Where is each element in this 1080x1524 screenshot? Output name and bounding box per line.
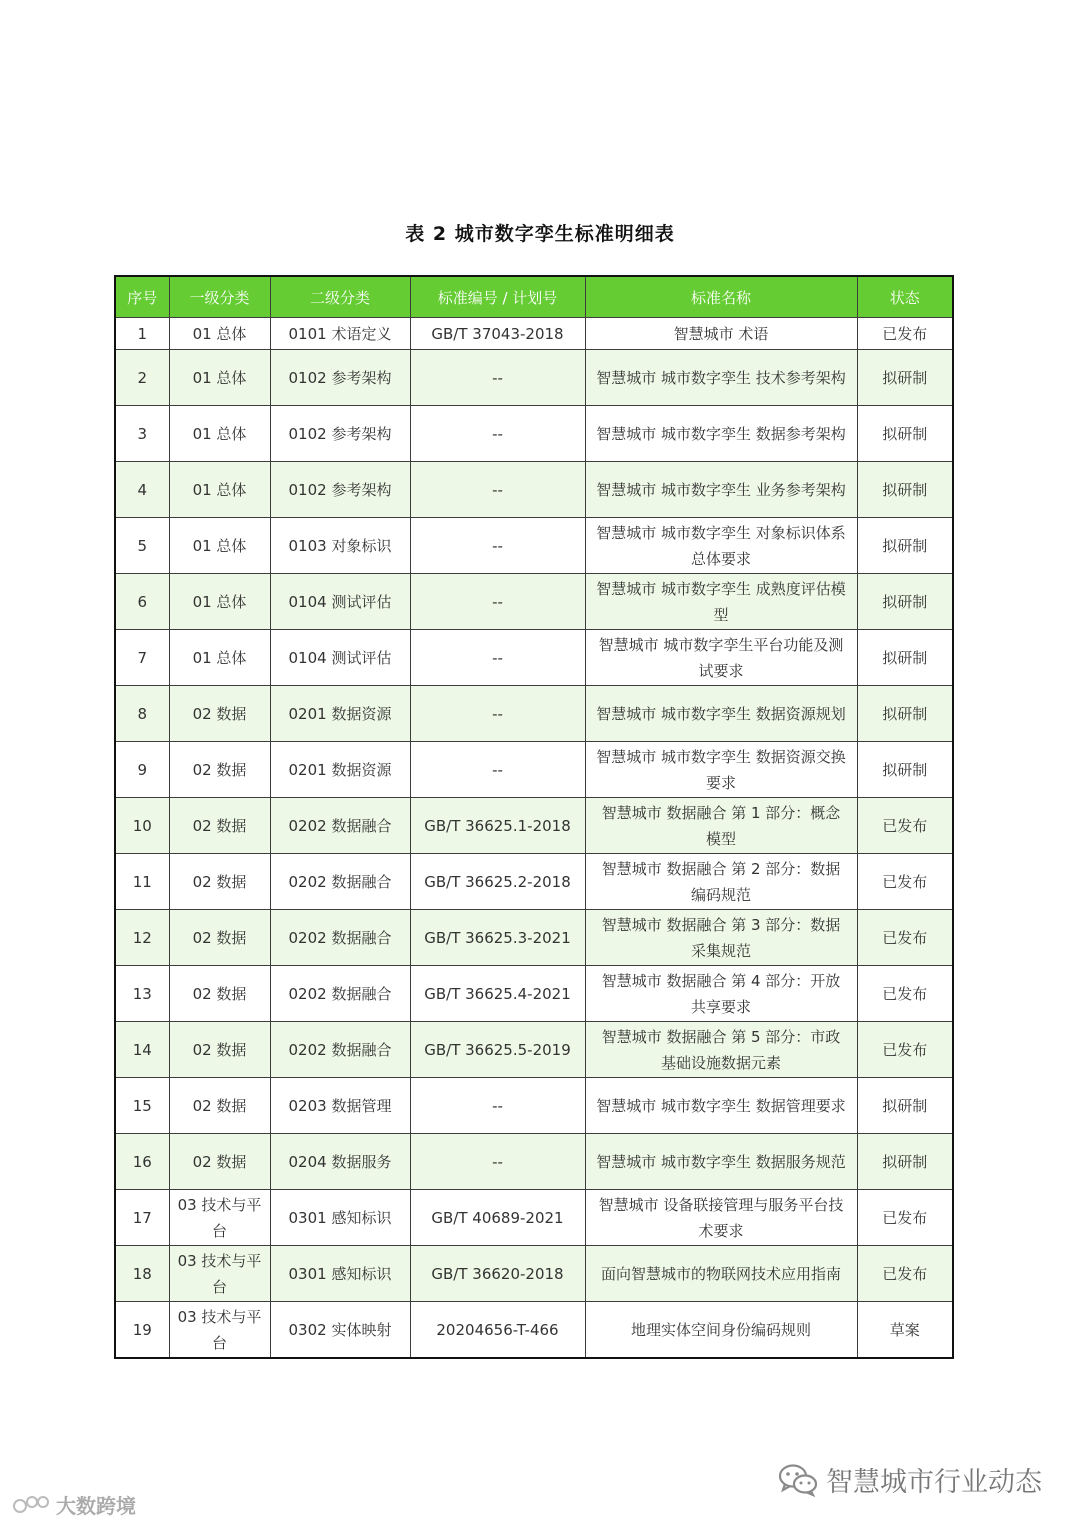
cell-standard-name: 智慧城市 城市数字孪生 成熟度评估模型 [585, 574, 857, 630]
cell-status: 拟研制 [857, 1078, 953, 1134]
cell-status: 已发布 [857, 1022, 953, 1078]
cell-level1: 02 数据 [169, 1134, 270, 1190]
wechat-account-name: 智慧城市行业动态 [826, 1467, 1042, 1498]
cell-standard-name: 智慧城市 数据融合 第 2 部分：数据编码规范 [585, 854, 857, 910]
table-row [115, 1078, 953, 1134]
cell-standard-no: GB/T 36625.2-2018 [410, 854, 585, 910]
table-row [115, 798, 953, 854]
table-row [115, 406, 953, 462]
cell-standard-no: GB/T 37043-2018 [410, 318, 585, 350]
cell-level2: 0104 测试评估 [270, 574, 410, 630]
cell-standard-name: 智慧城市 数据融合 第 5 部分：市政基础设施数据元素 [585, 1022, 857, 1078]
table-row [115, 574, 953, 630]
table-row [115, 630, 953, 686]
cell-level1: 03 技术与平台 [169, 1302, 270, 1359]
cell-level2: 0203 数据管理 [270, 1078, 410, 1134]
cell-standard-no: -- [410, 574, 585, 630]
cell-index: 6 [115, 574, 169, 630]
cell-level2: 0202 数据融合 [270, 966, 410, 1022]
cell-level1: 02 数据 [169, 742, 270, 798]
cell-standard-name: 智慧城市 城市数字孪生 数据资源交换要求 [585, 742, 857, 798]
cell-level1: 02 数据 [169, 966, 270, 1022]
cell-index: 3 [115, 406, 169, 462]
cell-standard-name: 智慧城市 城市数字孪生 数据参考架构 [585, 406, 857, 462]
cell-standard-no: -- [410, 462, 585, 518]
cell-standard-no: -- [410, 350, 585, 406]
cell-index: 9 [115, 742, 169, 798]
cell-index: 12 [115, 910, 169, 966]
header-level1: 一级分类 [169, 276, 270, 318]
cell-level2: 0102 参考架构 [270, 350, 410, 406]
cell-standard-no: GB/T 36625.4-2021 [410, 966, 585, 1022]
table-row [115, 1246, 953, 1302]
table-row [115, 1302, 953, 1359]
cell-standard-name: 智慧城市 术语 [585, 318, 857, 350]
cell-status: 已发布 [857, 318, 953, 350]
cell-standard-no: -- [410, 1134, 585, 1190]
cell-standard-name: 智慧城市 城市数字孪生 数据管理要求 [585, 1078, 857, 1134]
cell-level1: 02 数据 [169, 854, 270, 910]
cell-index: 13 [115, 966, 169, 1022]
cell-level2: 0202 数据融合 [270, 854, 410, 910]
table-row [115, 1134, 953, 1190]
cell-level1: 01 总体 [169, 630, 270, 686]
cell-level1: 02 数据 [169, 686, 270, 742]
cell-standard-no: GB/T 36625.5-2019 [410, 1022, 585, 1078]
header-level2: 二级分类 [270, 276, 410, 318]
cell-status: 拟研制 [857, 350, 953, 406]
cell-index: 19 [115, 1302, 169, 1359]
cell-standard-name: 智慧城市 城市数字孪生 业务参考架构 [585, 462, 857, 518]
cell-status: 已发布 [857, 854, 953, 910]
cell-index: 16 [115, 1134, 169, 1190]
cell-level1: 01 总体 [169, 406, 270, 462]
site-logo-icon [12, 1493, 52, 1517]
cell-status: 已发布 [857, 798, 953, 854]
cell-status: 拟研制 [857, 406, 953, 462]
cell-status: 拟研制 [857, 630, 953, 686]
cell-status: 已发布 [857, 1246, 953, 1302]
cell-level1: 02 数据 [169, 798, 270, 854]
cell-index: 18 [115, 1246, 169, 1302]
table-header-row [115, 276, 953, 318]
cell-standard-name: 地理实体空间身份编码规则 [585, 1302, 857, 1359]
wechat-icon [778, 1463, 818, 1497]
cell-standard-no: -- [410, 686, 585, 742]
table-row [115, 1190, 953, 1246]
cell-status: 拟研制 [857, 518, 953, 574]
cell-level1: 02 数据 [169, 1022, 270, 1078]
cell-standard-name: 智慧城市 城市数字孪生 对象标识体系总体要求 [585, 518, 857, 574]
cell-standard-name: 智慧城市 城市数字孪生 技术参考架构 [585, 350, 857, 406]
cell-status: 已发布 [857, 1190, 953, 1246]
cell-level2: 0102 参考架构 [270, 406, 410, 462]
table-row [115, 966, 953, 1022]
cell-level1: 01 总体 [169, 350, 270, 406]
cell-standard-no: GB/T 36625.3-2021 [410, 910, 585, 966]
cell-level2: 0101 术语定义 [270, 318, 410, 350]
cell-standard-name: 智慧城市 城市数字孪生 数据服务规范 [585, 1134, 857, 1190]
site-name: 大数跨境 [56, 1494, 136, 1518]
header-standard-name: 标准名称 [585, 276, 857, 318]
cell-index: 15 [115, 1078, 169, 1134]
cell-standard-name: 智慧城市 城市数字孪生平台功能及测试要求 [585, 630, 857, 686]
cell-standard-no: GB/T 40689-2021 [410, 1190, 585, 1246]
cell-status: 拟研制 [857, 742, 953, 798]
table-row [115, 742, 953, 798]
cell-level2: 0301 感知标识 [270, 1246, 410, 1302]
cell-level2: 0201 数据资源 [270, 686, 410, 742]
cell-standard-name: 智慧城市 数据融合 第 4 部分：开放共享要求 [585, 966, 857, 1022]
table-title: 表 2 城市数字孪生标准明细表 [405, 223, 675, 245]
cell-level2: 0201 数据资源 [270, 742, 410, 798]
cell-index: 1 [115, 318, 169, 350]
cell-index: 2 [115, 350, 169, 406]
cell-level1: 01 总体 [169, 574, 270, 630]
cell-level1: 01 总体 [169, 462, 270, 518]
cell-index: 11 [115, 854, 169, 910]
cell-level2: 0202 数据融合 [270, 798, 410, 854]
cell-standard-name: 智慧城市 设备联接管理与服务平台技术要求 [585, 1190, 857, 1246]
cell-level1: 01 总体 [169, 518, 270, 574]
table-row [115, 318, 953, 350]
cell-index: 8 [115, 686, 169, 742]
cell-standard-no: 20204656-T-466 [410, 1302, 585, 1359]
standards-table [114, 275, 954, 1359]
cell-level1: 01 总体 [169, 318, 270, 350]
cell-status: 草案 [857, 1302, 953, 1359]
cell-level1: 02 数据 [169, 910, 270, 966]
cell-index: 17 [115, 1190, 169, 1246]
cell-standard-no: -- [410, 406, 585, 462]
cell-status: 已发布 [857, 966, 953, 1022]
cell-index: 14 [115, 1022, 169, 1078]
header-index: 序号 [115, 276, 169, 318]
cell-level2: 0104 测试评估 [270, 630, 410, 686]
header-status: 状态 [857, 276, 953, 318]
cell-standard-no: -- [410, 742, 585, 798]
table-row [115, 350, 953, 406]
table-row [115, 854, 953, 910]
cell-standard-no: GB/T 36620-2018 [410, 1246, 585, 1302]
cell-standard-name: 面向智慧城市的物联网技术应用指南 [585, 1246, 857, 1302]
table-row [115, 462, 953, 518]
table-row [115, 1022, 953, 1078]
cell-status: 拟研制 [857, 686, 953, 742]
cell-level2: 0301 感知标识 [270, 1190, 410, 1246]
table-row [115, 910, 953, 966]
wechat-watermark [778, 1460, 1042, 1499]
cell-level2: 0204 数据服务 [270, 1134, 410, 1190]
cell-status: 拟研制 [857, 574, 953, 630]
cell-level1: 03 技术与平台 [169, 1190, 270, 1246]
cell-level1: 03 技术与平台 [169, 1246, 270, 1302]
cell-status: 拟研制 [857, 1134, 953, 1190]
header-standard-no: 标准编号 / 计划号 [410, 276, 585, 318]
cell-index: 5 [115, 518, 169, 574]
cell-standard-name: 智慧城市 城市数字孪生 数据资源规划 [585, 686, 857, 742]
cell-standard-no: GB/T 36625.1-2018 [410, 798, 585, 854]
cell-standard-name: 智慧城市 数据融合 第 3 部分：数据采集规范 [585, 910, 857, 966]
cell-standard-no: -- [410, 518, 585, 574]
cell-level2: 0202 数据融合 [270, 1022, 410, 1078]
cell-standard-no: -- [410, 1078, 585, 1134]
cell-status: 已发布 [857, 910, 953, 966]
site-watermark [12, 1490, 136, 1519]
cell-level2: 0202 数据融合 [270, 910, 410, 966]
cell-index: 10 [115, 798, 169, 854]
cell-standard-no: -- [410, 630, 585, 686]
cell-level1: 02 数据 [169, 1078, 270, 1134]
cell-level2: 0302 实体映射 [270, 1302, 410, 1359]
cell-status: 拟研制 [857, 462, 953, 518]
cell-level2: 0102 参考架构 [270, 462, 410, 518]
table-row [115, 518, 953, 574]
table-row [115, 686, 953, 742]
cell-index: 4 [115, 462, 169, 518]
cell-index: 7 [115, 630, 169, 686]
cell-standard-name: 智慧城市 数据融合 第 1 部分：概念模型 [585, 798, 857, 854]
cell-level2: 0103 对象标识 [270, 518, 410, 574]
